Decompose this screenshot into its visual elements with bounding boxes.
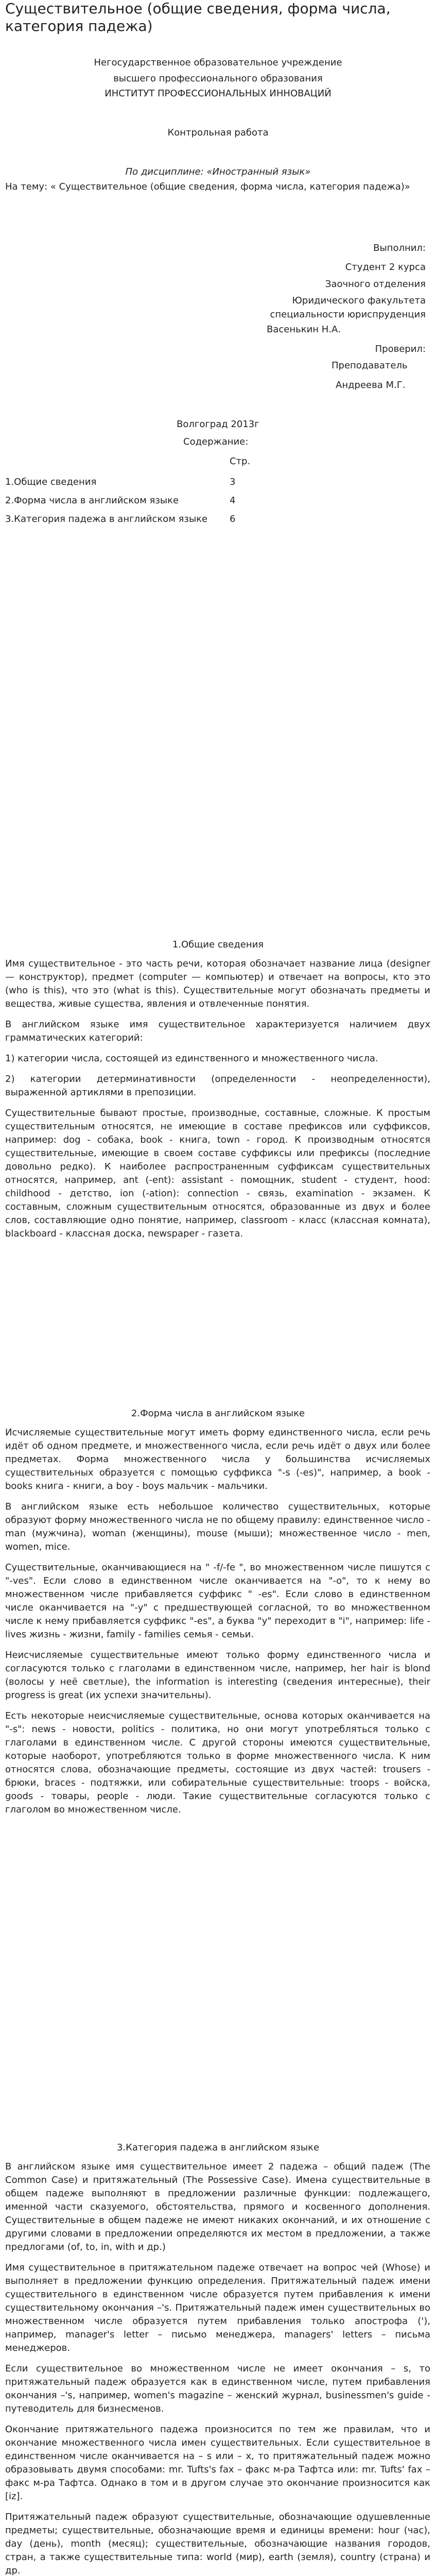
paragraph: Существительные бывают простые, производные, составные, сложные. К простым существительным относятся, не имеющие в составе префиксов или суффиксов, например: dog - собака, book - книга, town - город. К производным относятся существительные, имеющие в своем составе суффиксы или префиксы (последние довольно редко). К наиболее распространенным суффиксам существительных относятся, например, ant (-ent): assistant - помощник, student - студент, hood: childhood - детство, ion (-ation): connection - связь, examination - экзамен. К составным, сложным существительным относятся, образованные из двух и более слов, составляющие одно понятие, например, classroom - класс (классная комната), blackboard - классная доска, newspaper - газета. xyxy=(5,1108,430,1239)
section-3-body xyxy=(5,2160,430,2576)
checker-label: Проверил: xyxy=(375,344,426,354)
section-1-heading: 1.Общие сведения xyxy=(172,939,264,950)
paragraph: Имя существительное в притяжательном падеже отвечает на вопрос чей (Whose) и выполняет в предложении функцию определения. Притяжательный падеж имени существительного в единственном числе образуется путем прибавления к имени существительному окончания –'s. Притяжательный падеж имен существительных во множественном числе образуется путем прибавления только апострофа ('), например, manager's letter – письмо менеджера, managers' letters – письма менеджеров. xyxy=(5,2262,430,2353)
section-2-heading: 2.Форма числа в английском языке xyxy=(131,1408,305,1419)
author-department: Заочного отделения xyxy=(325,279,426,290)
toc-item-label: 3.Категория падежа в английском языке xyxy=(5,514,208,524)
section-3-heading: 3.Категория падежа в английском языке xyxy=(116,2142,320,2153)
paragraph: Существительные, оканчивающиеся на " -f/-fe ", во множественном числе пишутся с "-ves". Если слово в единственном числе оканчивается на "-o", то к нему во множественном числе прибавляется суффикс " -es". Если слово в единственном числе оканчивается на "-y" с предшествующей согласной, то во множественном числе к нему прибавляется суффикс "-es", а буква "y" переходит в "i", например: life - lives жизнь - жизни, family - families семья - семьи. xyxy=(5,1562,430,1640)
author-label: Выполнил: xyxy=(373,243,426,253)
section-2-body xyxy=(5,1426,430,1824)
paragraph: Имя существительное - это часть речи, которая обозначает название лица (designer — конструктор), предмет (computer — компьютер) и отвечает на вопросы, кто это (who is this), что это (what is this). Существительные могут обозначать предметы и вещества, живые существа, явления и отвлеченные понятия. xyxy=(5,958,430,1009)
paragraph: Окончание притяжательного падежа произносится по тем же правилам, что и окончание множественного числа имен существительных. Если существительное в единственном числе оканчивается на – s или – x, то притяжательный падеж можно образовывать двумя способами: mr. Tufts's fax – факс м-ра Тафтса или: mr. Tufts' fax – факс м-ра Тафтса. Однако в том и в другом случае это окончание произносится как [iz]. xyxy=(5,2424,430,2502)
author-faculty: Юридического факультета xyxy=(292,295,426,306)
author-specialty: специальности юриспруденция xyxy=(270,309,426,320)
toc-item-page: 6 xyxy=(230,514,236,524)
toc-title: Содержание: xyxy=(183,436,249,447)
paragraph: Притяжательный падеж образуют существительные, обозначающие одушевленные предметы; существительные, обозначающие время и единицы времени: hour (час), day (день), month (месяц); существительные, обозначающие названия городов, стран, а также существительные типа: world (мир), earth (земля), country (страна) и др. xyxy=(5,2512,430,2576)
work-type: Контрольная работа xyxy=(167,127,269,138)
toc-item-label: 1.Общие сведения xyxy=(5,477,97,487)
paragraph: Есть некоторые неисчисляемые существительные, основа которых оканчивается на "-s": news - новости, politics - политика, но они могут употребляться только с глаголами в единственном числе. С другой стороны имеются существительные, которые наоборот, употребляются только в форме множественного числа. К ним относятся слова, обозначающие предметы, состоящие из двух частей: trousers - брюки, braces - подтяжки, или собирательные существительные: troops - войска, goods - товары, people - люди. Такие существительные согласуются только с глаголом во множественном числе. xyxy=(5,1710,430,1815)
toc-item-label: 2.Форма числа в английском языке xyxy=(5,495,179,506)
paragraph: В английском языке есть небольшое количество существительных, которые образуют форму множественного числа не по общему правилу: единственное число - man (мужчина), woman (женщины), mouse (мыши); множественное число - men, women, mice. xyxy=(5,1501,430,1552)
city-year: Волгоград 2013г xyxy=(177,419,259,430)
paragraph: В английском языке имя существительное имеет 2 падежа – общий падеж (The Common Case) и притяжательный (The Possessive Case). Имена существительные в общем падеже выполняют в предложении различные функции: подлежащего, именной части сказуемого, обстоятельства, прямого и косвенного дополнения. Существительные в общем падеже не имеют никаких окончаний, и их отношение с другими словами в предложении определяются их местом в предложении, а также предлогами (of, to, in, with и др.) xyxy=(5,2161,430,2252)
checker-role: Преподаватель xyxy=(332,360,408,371)
page-title: Существительное (общие сведения, форма числа, категория падежа) xyxy=(5,0,391,35)
section-1-body xyxy=(5,957,430,1248)
paragraph: 1) категории числа, состоящей из единственного и множественного числа. xyxy=(5,1053,378,1064)
header-line-2: высшего профессионального образования xyxy=(113,73,323,84)
paragraph: Исчисляемые существительные могут иметь форму единственного числа, если речь идёт об одном предмете, и множественного числа, если речь идёт о двух или более предметах. Форма множественного числа у большинства исчисляемых существительных образуется с помощью суффикса "-s (-es)", например, a book - books книга - книги, a boy - boys мальчик - мальчики. xyxy=(5,1427,430,1492)
toc-item-page: 4 xyxy=(230,495,236,506)
paragraph: В английском языке имя существительное характеризуется наличием двух грамматических категорий: xyxy=(5,1019,430,1043)
header-line-1: Негосударственное образовательное учреждение xyxy=(94,57,342,68)
topic: На тему: « Существительное (общие сведения, форма числа, категория падежа)» xyxy=(5,181,410,192)
paragraph: Если существительное во множественном числе не имеет окончания – s, то притяжательный падеж образуется как в единственном числе, путем прибавления окончания –'s, например, women's magazine – женский журнал, businessmen's guide - путеводитель для бизнесменов. xyxy=(5,2363,430,2414)
author-name: Васенькин Н.А. xyxy=(267,324,341,335)
checker-name: Андреева М.Г. xyxy=(336,380,406,391)
discipline: По дисциплине: «Иностранный язык» xyxy=(125,166,311,177)
toc-page-header: Стр. xyxy=(230,456,251,467)
paragraph: 2) категории детерминативности (определенности - неопределенности), выраженной артиклями в препозиции. xyxy=(5,1074,430,1098)
author-course: Студент 2 курса xyxy=(345,262,426,273)
institute-name: ИНСТИТУТ ПРОФЕССИОНАЛЬНЫХ ИННОВАЦИЙ xyxy=(104,88,332,99)
paragraph: Неисчисляемые существительные имеют только форму единственного числа и согласуются только с глаголами в единственном числе, например, her hair is blond (волосы у неё светлые), the information is interesting (сведения интересные), their progress is great (их успехи значительны). xyxy=(5,1650,430,1701)
toc-item-page: 3 xyxy=(230,477,236,487)
